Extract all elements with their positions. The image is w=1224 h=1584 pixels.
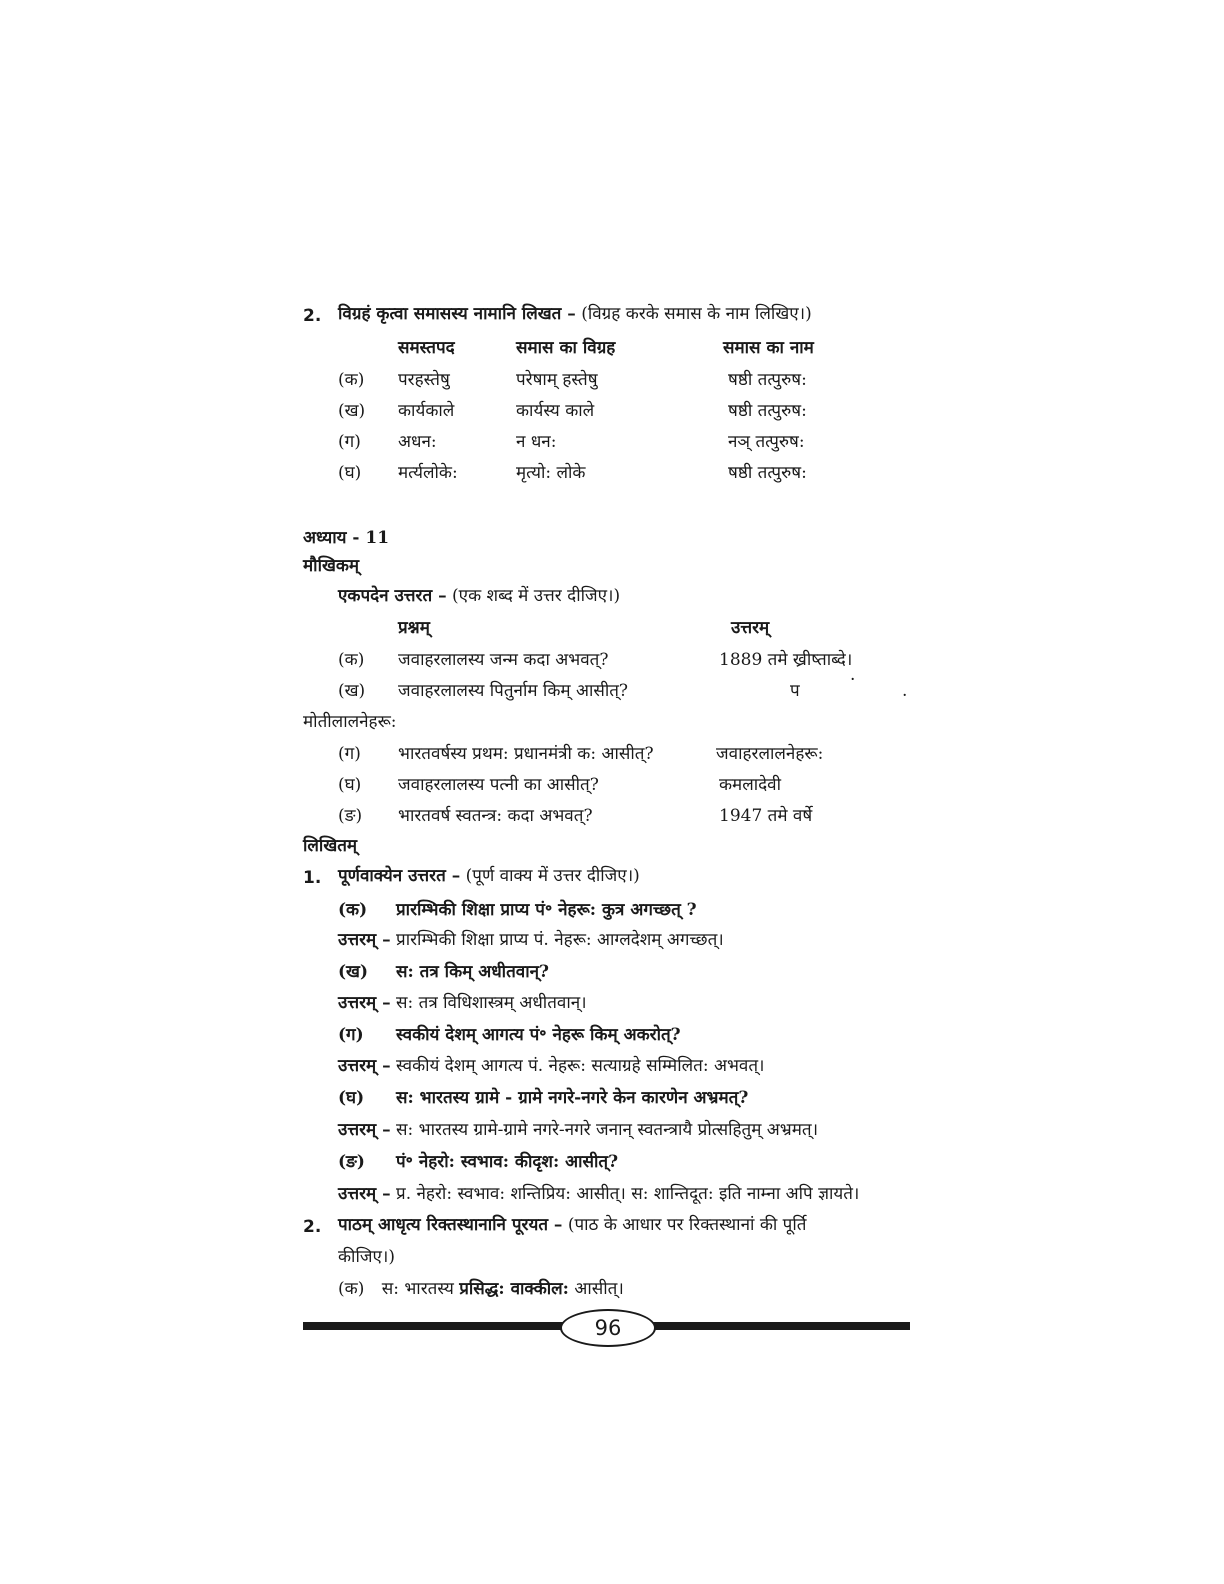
stray-mark: . (902, 681, 908, 701)
col-answer: उत्तरम् (731, 618, 770, 638)
footer-rule-right (648, 1322, 910, 1330)
qa-answer-line (338, 995, 587, 1012)
samastapada: परहस्तेषु (398, 370, 450, 390)
ekapadena-hindi: (एक शब्द में उत्तर दीजिए।) (452, 586, 621, 606)
oral-question: जवाहरलालस्य पितुर्नाम किम् आसीत्? (398, 681, 629, 701)
qa-label: (ङ) (338, 1152, 365, 1172)
q1-number: 1. (303, 868, 322, 888)
qa-question: स: तत्र किम् अधीतवान्? (396, 962, 550, 982)
oral-answer: 1889 तमे ख्रीष्ताब्दे। (719, 650, 853, 670)
qa-answer-line (338, 1122, 818, 1139)
answer-prefix: उत्तरम् – (338, 1120, 391, 1140)
page-number: 96 (560, 1309, 656, 1347)
samastapada: कार्यकाले (398, 401, 455, 421)
samasa-naam: षष्ठी तत्पुरुष: (728, 370, 807, 390)
row-label: (ख) (338, 681, 366, 701)
row-label: (क) (338, 370, 365, 390)
qa-question: स्वकीयं देशम् आगत्य पं॰ नेहरू किम् अकरोत्? (396, 1025, 681, 1045)
answer-prefix: उत्तरम् – (338, 993, 391, 1013)
qa-answer-line (338, 932, 724, 949)
oral-question: भारतवर्ष स्वतन्त्र: कदा अभवत्? (398, 806, 593, 826)
qa-question: पं॰ नेहरो: स्वभाव: कीदृश: आसीत्? (396, 1152, 619, 1172)
ekapadena-line (338, 588, 620, 605)
qa-question: प्रारम्भिकी शिक्षा प्राप्य पं॰ नेहरू: कुत्र अगच्छत् ? (396, 900, 697, 920)
vigraha: परेषाम् हस्तेषु (516, 370, 598, 390)
samasa-naam: षष्ठी तत्पुरुष: (728, 401, 807, 421)
qa-answer: प्रारम्भिकी शिक्षा प्राप्य पं. नेहरू: आग्लदेशम् अगच्छत्। (396, 930, 724, 950)
oral-question: जवाहरलालस्य जन्म कदा अभवत्? (398, 650, 609, 670)
row-label: (ङ) (338, 806, 363, 826)
answer-prefix: उत्तरम् – (338, 1184, 391, 1204)
ekapadena-title: एकपदेन उत्तरत – (338, 586, 447, 606)
qa-label: (ख) (338, 962, 368, 982)
samasa-naam: षष्ठी तत्पुरुष: (728, 463, 807, 483)
qa-answer: स: भारतस्य ग्रामे-ग्रामे नगरे-नगरे जनान् स्वतन्त्रायै प्रोत्सहितुम् अभ्रमत्। (396, 1120, 819, 1140)
vigraha: कार्यस्य काले (516, 401, 595, 421)
qa-answer-line (338, 1058, 765, 1075)
fill-answer: प्रसिद्ध: वाक्कील: (459, 1279, 569, 1299)
oral-heading: मौखिकम् (303, 556, 360, 576)
qa-answer-line (338, 1186, 859, 1203)
qa-question: स: भारतस्य ग्रामे - ग्रामे नगरे-नगरे केन कारणेन अभ्रमत्? (396, 1088, 749, 1108)
row-label: (घ) (338, 775, 362, 795)
samasa-naam: नञ् तत्पुरुष: (728, 432, 805, 452)
row-label: (क) (338, 650, 365, 670)
vigraha: मृत्यो: लोके (516, 463, 586, 483)
qa-label: (घ) (338, 1088, 365, 1108)
q2-fill-title: पाठम् आधृत्य रिक्तस्थानानि पूरयत – (338, 1215, 563, 1235)
footer-rule-left (303, 1322, 563, 1330)
header-vigraha: समास का विग्रह (516, 338, 616, 358)
chapter-heading: अध्याय - 11 (303, 528, 390, 548)
q1-title: पूर्णवाक्येन उत्तरत – (338, 866, 461, 886)
fill-text-pre: स: भारतस्य (381, 1279, 454, 1299)
qa-answer: स: तत्र विधिशास्त्रम् अधीतवान्। (396, 993, 587, 1013)
oral-answer: जवाहरलालनेहरू: (716, 744, 824, 764)
wrapped-answer: मोतीलालनेहरू: (303, 712, 397, 732)
answer-prefix: उत्तरम् – (338, 1056, 391, 1076)
q2-title-line (338, 306, 812, 323)
samastapada: मर्त्यलोके: (398, 463, 458, 483)
vigraha: न धन: (516, 432, 557, 452)
qa-answer: स्वकीयं देशम् आगत्य पं. नेहरू: सत्याग्रहे सम्मिलित: अभवत्। (396, 1056, 765, 1076)
answer-prefix: उत्तरम् – (338, 930, 391, 950)
q2-title-hindi: (विग्रह करके समास के नाम लिखिए।) (581, 304, 812, 324)
q2-fill-title-hindi: (पाठ के आधार पर रिक्तस्थानां की पूर्ति (567, 1215, 807, 1235)
row-label: (घ) (338, 463, 362, 483)
q1-title-hindi: (पूर्ण वाक्य में उत्तर दीजिए।) (465, 866, 640, 886)
stray-mark: · (850, 670, 856, 690)
q2-fill-title-hindi-cont: कीजिए।) (338, 1247, 395, 1267)
header-samasa-naam: समास का नाम (723, 338, 814, 358)
col-question: प्रश्नम् (398, 618, 430, 638)
q2-number: 2. (303, 306, 322, 326)
q2-fill-title-line (338, 1217, 806, 1234)
fill-text-post: आसीत्। (574, 1279, 624, 1299)
row-label: (ख) (338, 401, 366, 421)
fill-label: (क) (338, 1279, 365, 1299)
fill-item (338, 1281, 624, 1298)
oral-answer: 1947 तमे वर्षे (719, 806, 813, 826)
oral-answer: प (790, 681, 800, 701)
row-label: (ग) (338, 432, 361, 452)
header-samastapada: समस्तपद (398, 338, 455, 358)
oral-answer: कमलादेवी (719, 775, 782, 795)
oral-question: भारतवर्षस्य प्रथम: प्रधानमंत्री क: आसीत्? (398, 744, 654, 764)
oral-question: जवाहरलालस्य पत्नी का आसीत्? (398, 775, 599, 795)
qa-answer: प्र. नेहरो: स्वभाव: शन्तिप्रिय: आसीत्। स: शान्तिदूत: इति नाम्ना अपि ज्ञायते। (396, 1184, 860, 1204)
q1-title-line (338, 868, 640, 885)
q2-title: विग्रहं कृत्वा समासस्य नामानि लिखत – (338, 304, 576, 324)
written-heading: लिखितम् (303, 836, 358, 856)
qa-label: (क) (338, 900, 368, 920)
row-label: (ग) (338, 744, 361, 764)
qa-label: (ग) (338, 1025, 364, 1045)
samastapada: अधन: (398, 432, 437, 452)
q2-fill-number: 2. (303, 1217, 322, 1237)
